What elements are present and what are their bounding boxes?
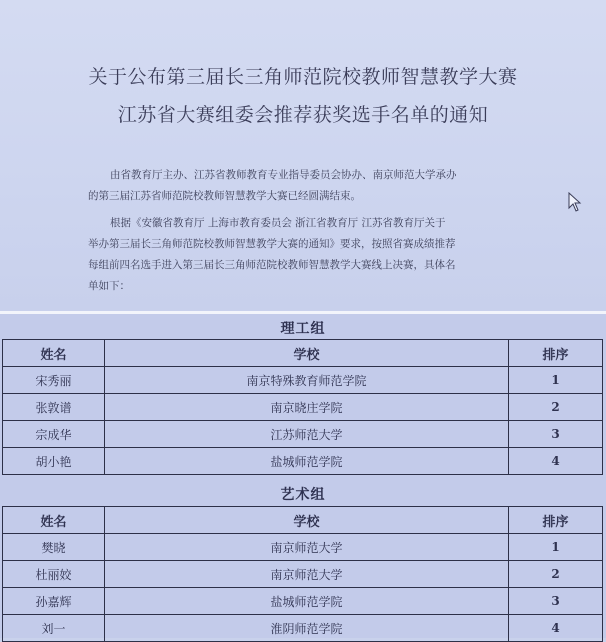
science-group-table xyxy=(2,339,603,475)
table-row xyxy=(3,534,603,561)
cell-school: 南京师范大学 xyxy=(105,534,509,561)
cell-school: 南京特殊教育师范学院 xyxy=(105,367,509,394)
paragraph-2-line-3: 每组前四名选手进入第三届长三角师范院校教师智慧教学大赛线上决赛，具体名 xyxy=(88,259,456,271)
cell-school: 淮阴师范学院 xyxy=(105,615,509,642)
table-row xyxy=(3,448,603,475)
award-table-area xyxy=(0,314,606,638)
paragraph-2-line-2: 举办第三届长三角师范院校教师智慧教学大赛的通知》要求，按照省赛成绩推荐 xyxy=(88,238,456,250)
table-row xyxy=(3,561,603,588)
table-row xyxy=(3,588,603,615)
table-row xyxy=(3,394,603,421)
cell-school: 盐城师范学院 xyxy=(105,448,509,475)
paragraph-1-line-2: 的第三届江苏省师范院校教师智慧教学大赛已经圆满结束。 xyxy=(88,190,361,202)
notice-title-line2: 江苏省大赛组委会推荐获奖选手名单的通知 xyxy=(117,104,489,126)
cell-school: 南京晓庄学院 xyxy=(105,394,509,421)
table-row xyxy=(3,367,603,394)
cell-school: 江苏师范大学 xyxy=(105,421,509,448)
table-row xyxy=(3,615,603,642)
paragraph-2-line-4: 单如下： xyxy=(88,280,130,292)
cell-school: 盐城师范学院 xyxy=(105,588,509,615)
paragraph-1-line-1: 由省教育厅主办、江苏省教师教育专业指导委员会协办、南京师范大学承办 xyxy=(110,169,457,181)
paragraph-2-line-1: 根据《安徽省教育厅 上海市教育委员会 浙江省教育厅 江苏省教育厅关于 xyxy=(110,217,446,229)
notice-paragraph-1 xyxy=(88,165,528,207)
header-name: 姓名 xyxy=(3,507,105,534)
cell-name: 刘一 xyxy=(3,615,105,642)
cell-name: 张敦谱 xyxy=(3,394,105,421)
group-title-art: 艺术组 xyxy=(280,487,326,503)
cell-rank: 2 xyxy=(509,394,603,421)
cell-rank: 2 xyxy=(509,561,603,588)
header-school: 学校 xyxy=(105,340,509,367)
cell-name: 樊晓 xyxy=(3,534,105,561)
cell-rank: 1 xyxy=(509,367,603,394)
notice-title-line1: 关于公布第三届长三角师范院校教师智慧教学大赛 xyxy=(88,66,518,88)
group-title-science: 理工组 xyxy=(280,321,326,337)
header-name: 姓名 xyxy=(3,340,105,367)
cell-rank: 1 xyxy=(509,534,603,561)
header-rank: 排序 xyxy=(509,340,603,367)
cell-rank: 3 xyxy=(509,588,603,615)
table-row xyxy=(3,421,603,448)
cell-name: 胡小艳 xyxy=(3,448,105,475)
notice-page xyxy=(0,0,606,312)
cell-rank: 4 xyxy=(509,448,603,475)
art-group-table xyxy=(2,506,603,642)
cell-name: 杜丽姣 xyxy=(3,561,105,588)
notice-paragraph-2 xyxy=(88,213,528,297)
cell-name: 宗成华 xyxy=(3,421,105,448)
table-header-row xyxy=(3,507,603,534)
header-rank: 排序 xyxy=(509,507,603,534)
cell-name: 宋秀丽 xyxy=(3,367,105,394)
table-header-row xyxy=(3,340,603,367)
cell-rank: 4 xyxy=(509,615,603,642)
mouse-pointer-icon xyxy=(568,192,582,212)
header-school: 学校 xyxy=(105,507,509,534)
cell-name: 孙嘉辉 xyxy=(3,588,105,615)
cell-rank: 3 xyxy=(509,421,603,448)
cell-school: 南京师范大学 xyxy=(105,561,509,588)
